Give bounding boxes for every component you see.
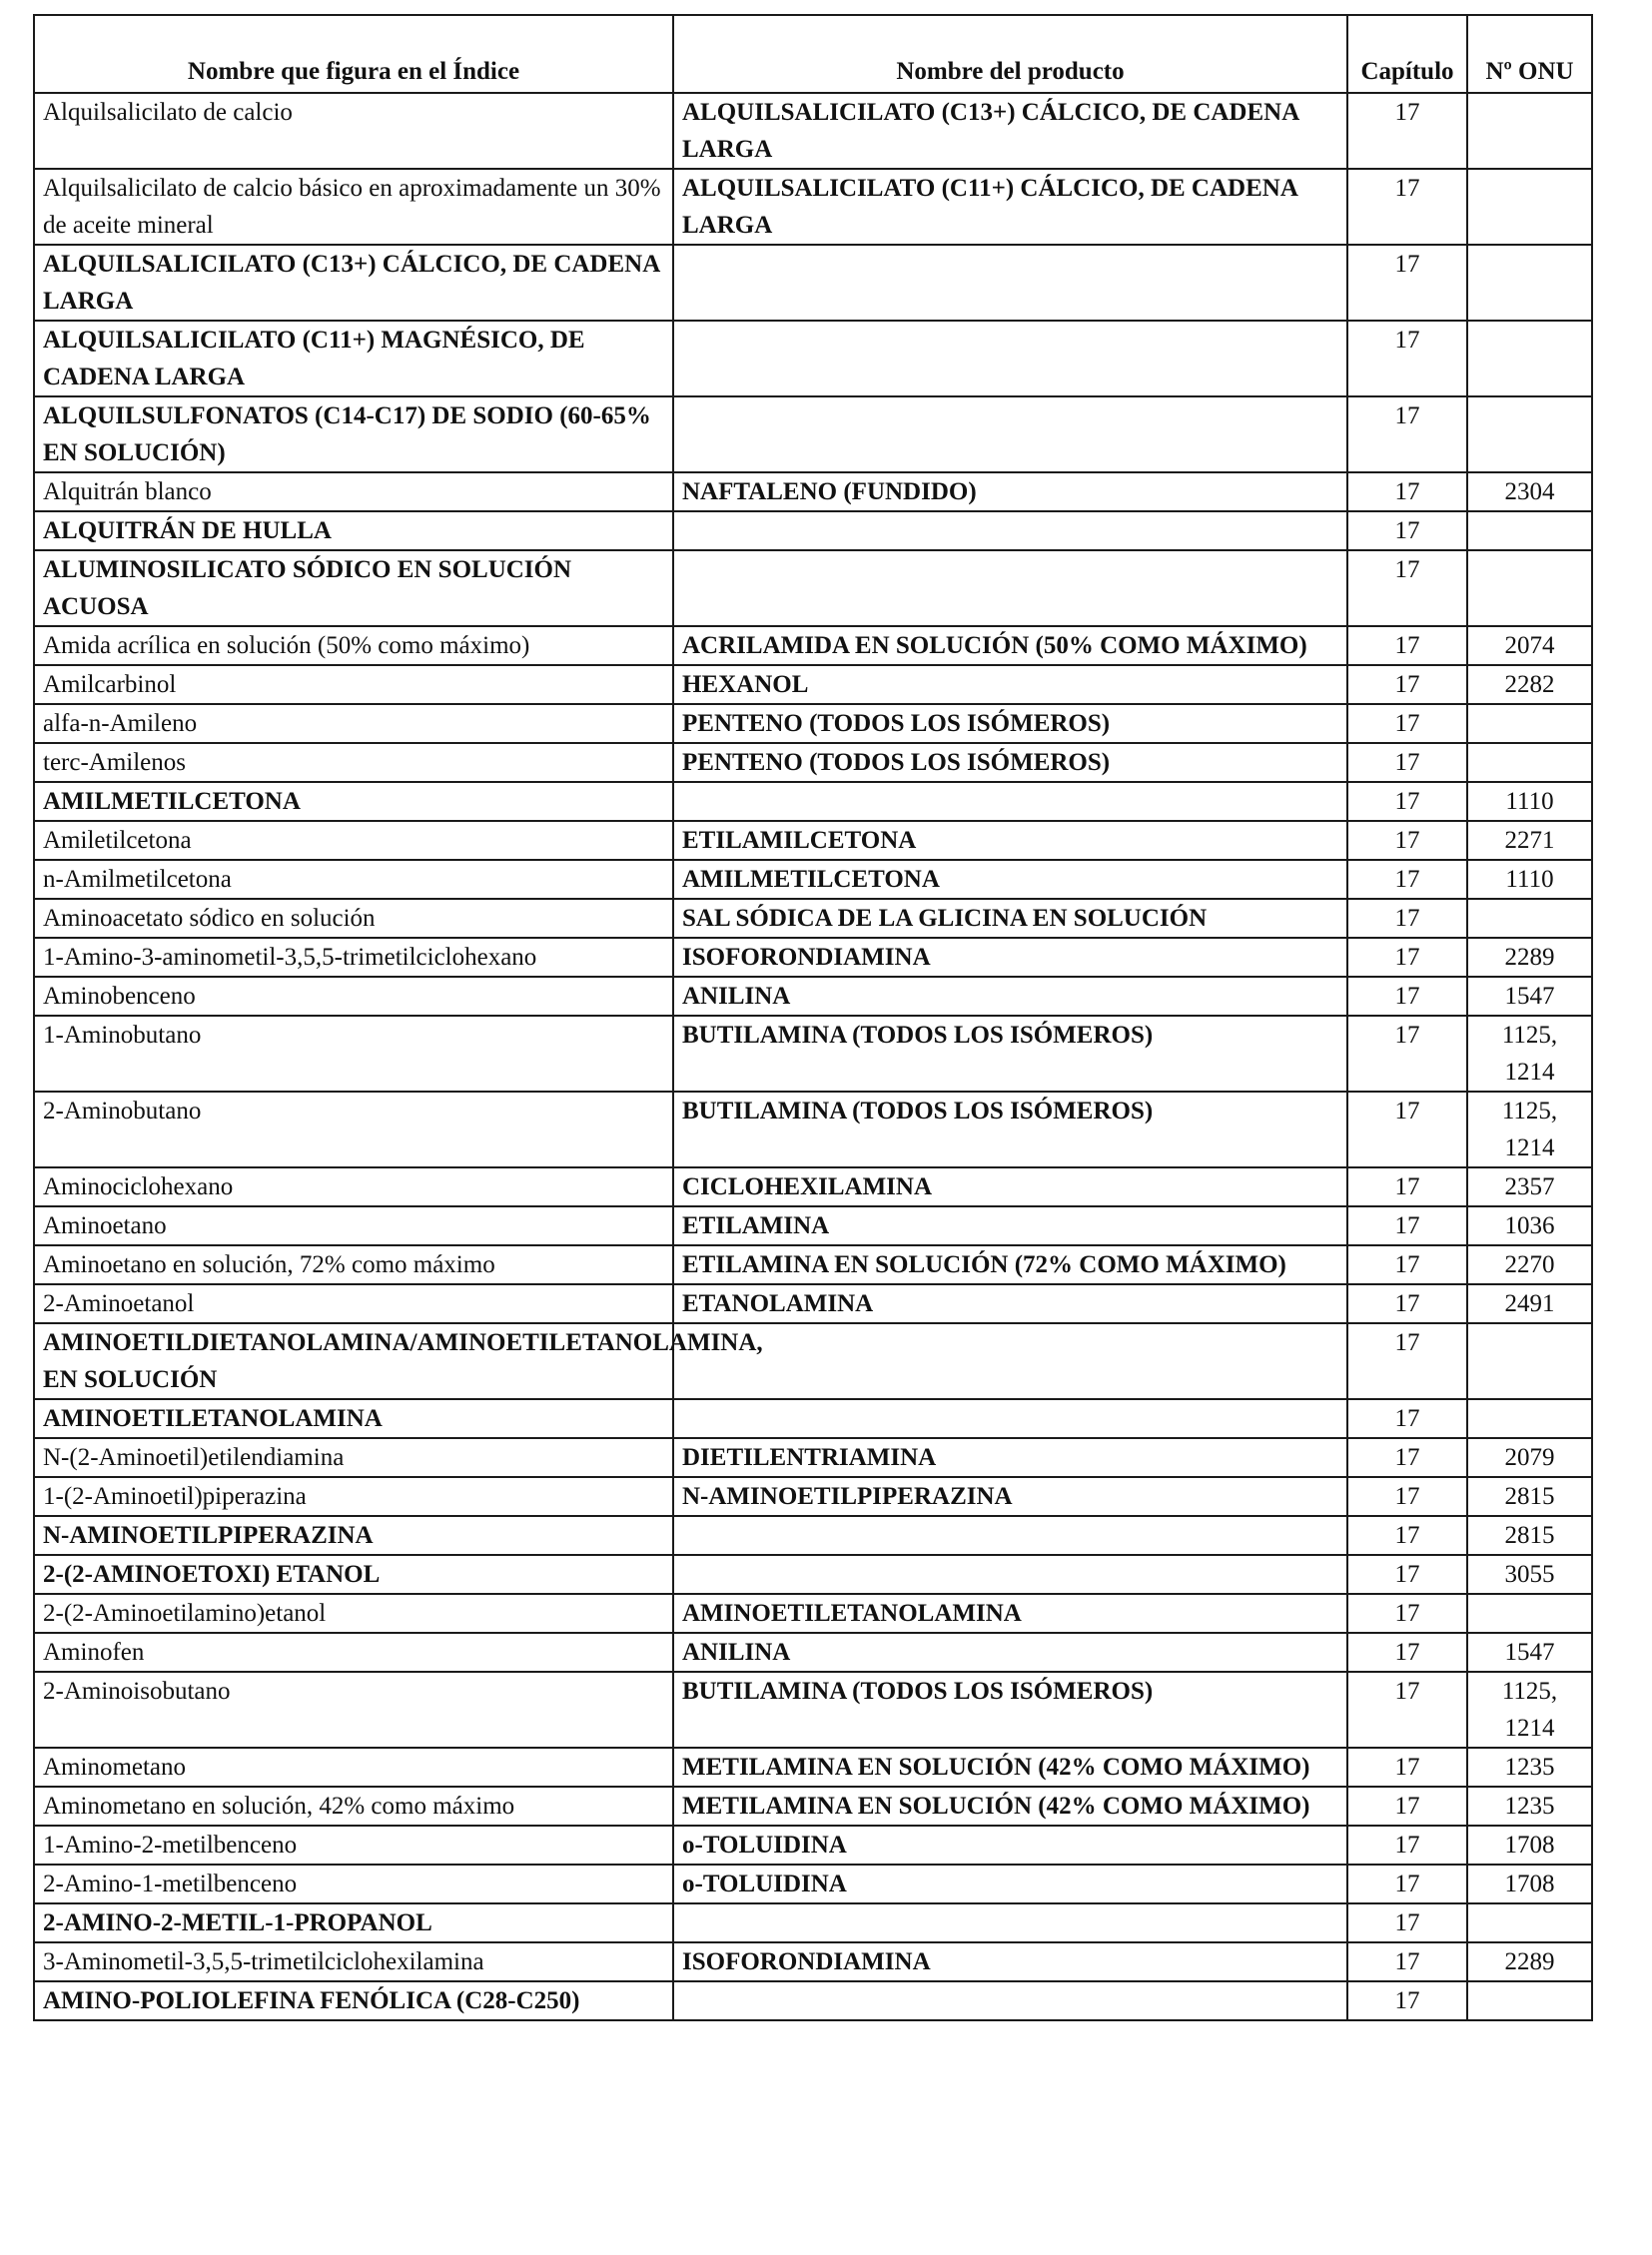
product-name-cell: o-TOLUIDINA: [673, 1826, 1347, 1865]
index-name-cell: Aminometano: [34, 1748, 673, 1787]
index-name-cell: 1-Aminobutano: [34, 1016, 673, 1092]
product-name-cell: [673, 245, 1347, 321]
product-name-cell: [673, 1323, 1347, 1399]
table-row: [34, 1865, 1592, 1903]
table-row: [34, 1092, 1592, 1167]
chapter-cell: 17: [1347, 550, 1467, 626]
table-row: [34, 1477, 1592, 1516]
product-name-cell: [673, 321, 1347, 396]
index-name-cell: Aminoacetato sódico en solución: [34, 899, 673, 938]
index-name-cell: 3-Aminometil-3,5,5-trimetilciclohexilamina: [34, 1942, 673, 1981]
index-name-cell: 2-Amino-1-metilbenceno: [34, 1865, 673, 1903]
product-name-cell: o-TOLUIDINA: [673, 1865, 1347, 1903]
table-row: [34, 1903, 1592, 1942]
index-name-cell: Alquitrán blanco: [34, 472, 673, 511]
index-name-cell: AMINO-POLIOLEFINA FENÓLICA (C28-C250): [34, 1981, 673, 2020]
index-name-cell: 2-AMINO-2-METIL-1-PROPANOL: [34, 1903, 673, 1942]
table-row: [34, 1787, 1592, 1826]
un-number-cell: [1467, 743, 1592, 782]
table-row: [34, 743, 1592, 782]
chapter-cell: 17: [1347, 1865, 1467, 1903]
table-row: [34, 1438, 1592, 1477]
table-row: [34, 860, 1592, 899]
product-name-cell: HEXANOL: [673, 665, 1347, 704]
chapter-cell: 17: [1347, 1399, 1467, 1438]
table-row: [34, 1284, 1592, 1323]
index-name-cell: N-(2-Aminoetil)etilendiamina: [34, 1438, 673, 1477]
un-number-cell: 2304: [1467, 472, 1592, 511]
un-number-cell: 2270: [1467, 1245, 1592, 1284]
chapter-cell: 17: [1347, 665, 1467, 704]
index-name-cell: Amiletilcetona: [34, 821, 673, 860]
chapter-cell: 17: [1347, 626, 1467, 665]
product-name-cell: ETILAMILCETONA: [673, 821, 1347, 860]
product-name-cell: ETILAMINA: [673, 1206, 1347, 1245]
chapter-cell: 17: [1347, 1438, 1467, 1477]
substance-index-table: [33, 14, 1593, 2021]
product-name-cell: [673, 782, 1347, 821]
un-number-cell: 2357: [1467, 1167, 1592, 1206]
table-row: [34, 1555, 1592, 1594]
un-number-cell: 2079: [1467, 1438, 1592, 1477]
index-name-cell: Alquilsalicilato de calcio: [34, 93, 673, 169]
table-row: [34, 626, 1592, 665]
chapter-cell: 17: [1347, 1787, 1467, 1826]
index-name-cell: terc-Amilenos: [34, 743, 673, 782]
un-number-cell: 1547: [1467, 1633, 1592, 1672]
chapter-cell: 17: [1347, 1167, 1467, 1206]
header-chapter: Capítulo: [1347, 15, 1467, 93]
product-name-cell: PENTENO (TODOS LOS ISÓMEROS): [673, 704, 1347, 743]
un-number-cell: 1235: [1467, 1748, 1592, 1787]
header-row: [34, 15, 1592, 93]
index-name-cell: AMINOETILETANOLAMINA: [34, 1399, 673, 1438]
product-name-cell: PENTENO (TODOS LOS ISÓMEROS): [673, 743, 1347, 782]
table-row: [34, 782, 1592, 821]
chapter-cell: 17: [1347, 704, 1467, 743]
un-number-cell: [1467, 1903, 1592, 1942]
table-row: [34, 1323, 1592, 1399]
un-number-cell: 2271: [1467, 821, 1592, 860]
table-row: [34, 821, 1592, 860]
table-row: [34, 169, 1592, 245]
chapter-cell: 17: [1347, 511, 1467, 550]
chapter-cell: 17: [1347, 1284, 1467, 1323]
table-row: [34, 1942, 1592, 1981]
product-name-cell: [673, 1399, 1347, 1438]
chapter-cell: 17: [1347, 169, 1467, 245]
index-name-cell: ALUMINOSILICATO SÓDICO EN SOLUCIÓN ACUOSA: [34, 550, 673, 626]
un-number-cell: [1467, 321, 1592, 396]
header-product-name: Nombre del producto: [673, 15, 1347, 93]
un-number-cell: 2491: [1467, 1284, 1592, 1323]
un-number-cell: 2815: [1467, 1516, 1592, 1555]
index-name-cell: n-Amilmetilcetona: [34, 860, 673, 899]
chapter-cell: 17: [1347, 245, 1467, 321]
table-row: [34, 1206, 1592, 1245]
chapter-cell: 17: [1347, 1477, 1467, 1516]
index-name-cell: Aminobenceno: [34, 977, 673, 1016]
product-name-cell: AMILMETILCETONA: [673, 860, 1347, 899]
chapter-cell: 17: [1347, 1092, 1467, 1167]
index-name-cell: ALQUILSULFONATOS (C14-C17) DE SODIO (60-65% EN SOLUCIÓN): [34, 396, 673, 472]
table-row: [34, 93, 1592, 169]
un-number-cell: 1235: [1467, 1787, 1592, 1826]
table-row: [34, 321, 1592, 396]
table-row: [34, 1748, 1592, 1787]
un-number-cell: 1125, 1214: [1467, 1672, 1592, 1748]
chapter-cell: 17: [1347, 1903, 1467, 1942]
index-name-cell: 1-(2-Aminoetil)piperazina: [34, 1477, 673, 1516]
un-number-cell: 1036: [1467, 1206, 1592, 1245]
chapter-cell: 17: [1347, 1516, 1467, 1555]
un-number-cell: 1547: [1467, 977, 1592, 1016]
chapter-cell: 17: [1347, 1748, 1467, 1787]
un-number-cell: [1467, 550, 1592, 626]
un-number-cell: [1467, 704, 1592, 743]
table-row: [34, 1981, 1592, 2020]
product-name-cell: N-AMINOETILPIPERAZINA: [673, 1477, 1347, 1516]
product-name-cell: ANILINA: [673, 977, 1347, 1016]
product-name-cell: ISOFORONDIAMINA: [673, 938, 1347, 977]
table-row: [34, 550, 1592, 626]
table-row: [34, 977, 1592, 1016]
un-number-cell: 1708: [1467, 1865, 1592, 1903]
un-number-cell: [1467, 93, 1592, 169]
chapter-cell: 17: [1347, 396, 1467, 472]
table-row: [34, 1167, 1592, 1206]
product-name-cell: ALQUILSALICILATO (C13+) CÁLCICO, DE CADENA LARGA: [673, 93, 1347, 169]
un-number-cell: [1467, 169, 1592, 245]
product-name-cell: METILAMINA EN SOLUCIÓN (42% COMO MÁXIMO): [673, 1787, 1347, 1826]
chapter-cell: 17: [1347, 860, 1467, 899]
table-row: [34, 1245, 1592, 1284]
index-name-cell: 2-Aminoetanol: [34, 1284, 673, 1323]
chapter-cell: 17: [1347, 1633, 1467, 1672]
table-row: [34, 1594, 1592, 1633]
chapter-cell: 17: [1347, 1672, 1467, 1748]
product-name-cell: ALQUILSALICILATO (C11+) CÁLCICO, DE CADENA LARGA: [673, 169, 1347, 245]
table-row: [34, 899, 1592, 938]
product-name-cell: [673, 1555, 1347, 1594]
table-row: [34, 1399, 1592, 1438]
header-un-number: Nº ONU: [1467, 15, 1592, 93]
index-name-cell: Aminometano en solución, 42% como máximo: [34, 1787, 673, 1826]
un-number-cell: 2815: [1467, 1477, 1592, 1516]
product-name-cell: METILAMINA EN SOLUCIÓN (42% COMO MÁXIMO): [673, 1748, 1347, 1787]
un-number-cell: [1467, 1594, 1592, 1633]
index-name-cell: Aminociclohexano: [34, 1167, 673, 1206]
index-name-cell: 2-Aminoisobutano: [34, 1672, 673, 1748]
product-name-cell: [673, 1981, 1347, 2020]
table-row: [34, 938, 1592, 977]
index-name-cell: 2-(2-Aminoetilamino)etanol: [34, 1594, 673, 1633]
un-number-cell: 2282: [1467, 665, 1592, 704]
table-row: [34, 396, 1592, 472]
chapter-cell: 17: [1347, 1245, 1467, 1284]
index-name-cell: AMILMETILCETONA: [34, 782, 673, 821]
un-number-cell: 1110: [1467, 860, 1592, 899]
table-row: [34, 245, 1592, 321]
product-name-cell: CICLOHEXILAMINA: [673, 1167, 1347, 1206]
table-row: [34, 472, 1592, 511]
chapter-cell: 17: [1347, 1826, 1467, 1865]
product-name-cell: ETANOLAMINA: [673, 1284, 1347, 1323]
index-name-cell: Amida acrílica en solución (50% como máximo): [34, 626, 673, 665]
product-name-cell: BUTILAMINA (TODOS LOS ISÓMEROS): [673, 1672, 1347, 1748]
product-name-cell: DIETILENTRIAMINA: [673, 1438, 1347, 1477]
un-number-cell: 2074: [1467, 626, 1592, 665]
chapter-cell: 17: [1347, 1981, 1467, 2020]
product-name-cell: ISOFORONDIAMINA: [673, 1942, 1347, 1981]
product-name-cell: ETILAMINA EN SOLUCIÓN (72% COMO MÁXIMO): [673, 1245, 1347, 1284]
chapter-cell: 17: [1347, 1323, 1467, 1399]
product-name-cell: BUTILAMINA (TODOS LOS ISÓMEROS): [673, 1016, 1347, 1092]
chapter-cell: 17: [1347, 1555, 1467, 1594]
un-number-cell: [1467, 1981, 1592, 2020]
product-name-cell: [673, 1903, 1347, 1942]
index-name-cell: ALQUILSALICILATO (C13+) CÁLCICO, DE CADENA LARGA: [34, 245, 673, 321]
chapter-cell: 17: [1347, 1016, 1467, 1092]
un-number-cell: 1110: [1467, 782, 1592, 821]
product-name-cell: BUTILAMINA (TODOS LOS ISÓMEROS): [673, 1092, 1347, 1167]
un-number-cell: [1467, 511, 1592, 550]
product-name-cell: ACRILAMIDA EN SOLUCIÓN (50% COMO MÁXIMO): [673, 626, 1347, 665]
un-number-cell: 2289: [1467, 938, 1592, 977]
product-name-cell: [673, 1516, 1347, 1555]
un-number-cell: 1125, 1214: [1467, 1092, 1592, 1167]
chapter-cell: 17: [1347, 743, 1467, 782]
product-name-cell: AMINOETILETANOLAMINA: [673, 1594, 1347, 1633]
product-name-cell: ANILINA: [673, 1633, 1347, 1672]
un-number-cell: 1125, 1214: [1467, 1016, 1592, 1092]
table-row: [34, 1826, 1592, 1865]
index-name-cell: N-AMINOETILPIPERAZINA: [34, 1516, 673, 1555]
un-number-cell: [1467, 245, 1592, 321]
index-name-cell: 2-Aminobutano: [34, 1092, 673, 1167]
table-row: [34, 1516, 1592, 1555]
table-row: [34, 511, 1592, 550]
chapter-cell: 17: [1347, 1594, 1467, 1633]
header-index-name: Nombre que figura en el Índice: [34, 15, 673, 93]
table-row: [34, 1016, 1592, 1092]
table-row: [34, 704, 1592, 743]
chapter-cell: 17: [1347, 472, 1467, 511]
product-name-cell: [673, 511, 1347, 550]
product-name-cell: SAL SÓDICA DE LA GLICINA EN SOLUCIÓN: [673, 899, 1347, 938]
chapter-cell: 17: [1347, 821, 1467, 860]
chapter-cell: 17: [1347, 938, 1467, 977]
index-name-cell: alfa-n-Amileno: [34, 704, 673, 743]
table-row: [34, 1633, 1592, 1672]
product-name-cell: NAFTALENO (FUNDIDO): [673, 472, 1347, 511]
index-name-cell: Aminoetano en solución, 72% como máximo: [34, 1245, 673, 1284]
un-number-cell: [1467, 899, 1592, 938]
index-name-cell: Alquilsalicilato de calcio básico en aproximadamente un 30% de aceite mineral: [34, 169, 673, 245]
un-number-cell: 3055: [1467, 1555, 1592, 1594]
un-number-cell: [1467, 1323, 1592, 1399]
chapter-cell: 17: [1347, 899, 1467, 938]
chapter-cell: 17: [1347, 1942, 1467, 1981]
un-number-cell: [1467, 396, 1592, 472]
product-name-cell: [673, 396, 1347, 472]
index-name-cell: 1-Amino-3-aminometil-3,5,5-trimetilciclohexano: [34, 938, 673, 977]
product-name-cell: [673, 550, 1347, 626]
index-name-cell: ALQUILSALICILATO (C11+) MAGNÉSICO, DE CADENA LARGA: [34, 321, 673, 396]
chapter-cell: 17: [1347, 782, 1467, 821]
index-name-cell: 1-Amino-2-metilbenceno: [34, 1826, 673, 1865]
index-name-cell: ALQUITRÁN DE HULLA: [34, 511, 673, 550]
index-name-cell: Amilcarbinol: [34, 665, 673, 704]
index-name-cell: AMINOETILDIETANOLAMINA/AMINOETILETANOLAMINA, EN SOLUCIÓN: [34, 1323, 673, 1399]
un-number-cell: [1467, 1399, 1592, 1438]
un-number-cell: 2289: [1467, 1942, 1592, 1981]
table-row: [34, 1672, 1592, 1748]
chapter-cell: 17: [1347, 93, 1467, 169]
un-number-cell: 1708: [1467, 1826, 1592, 1865]
chapter-cell: 17: [1347, 1206, 1467, 1245]
index-name-cell: 2-(2-AMINOETOXI) ETANOL: [34, 1555, 673, 1594]
chapter-cell: 17: [1347, 321, 1467, 396]
index-name-cell: Aminofen: [34, 1633, 673, 1672]
chapter-cell: 17: [1347, 977, 1467, 1016]
table-row: [34, 665, 1592, 704]
index-name-cell: Aminoetano: [34, 1206, 673, 1245]
